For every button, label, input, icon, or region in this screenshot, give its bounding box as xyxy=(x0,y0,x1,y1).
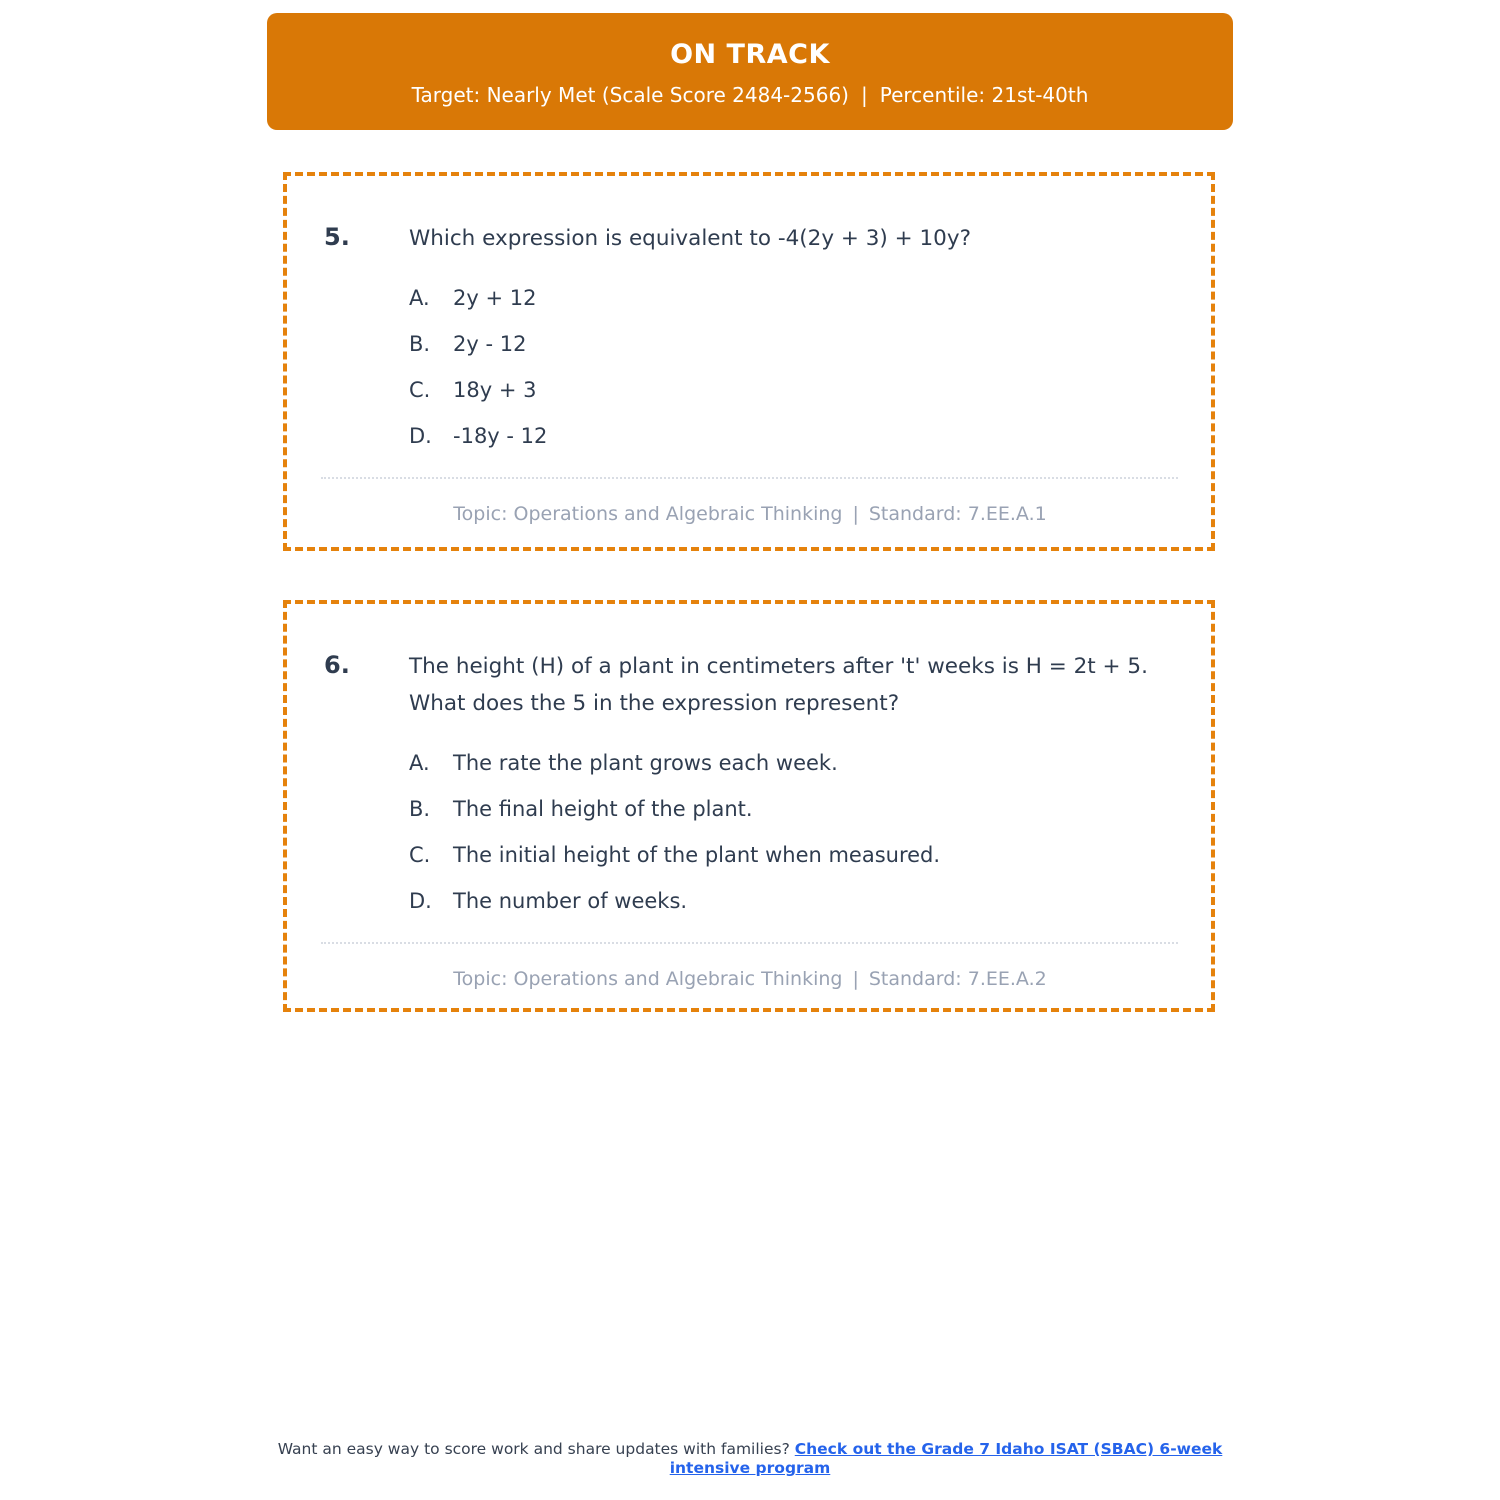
footer-prompt-text: Want an easy way to score work and share updates with families? xyxy=(277,1440,790,1458)
option-6b-text: The final height of the plant. xyxy=(453,797,753,821)
option-5c-text: 18y + 3 xyxy=(453,378,537,402)
question-5-options xyxy=(409,285,1176,449)
option-5d-letter: D. xyxy=(409,424,432,448)
card-6-divider xyxy=(321,942,1178,944)
option-6a-text: The rate the plant grows each week. xyxy=(453,751,838,775)
option-5a-text: 2y + 12 xyxy=(453,286,537,310)
question-card-6 xyxy=(283,600,1215,1012)
question-5-number: 5. xyxy=(324,223,350,251)
question-6-options xyxy=(409,750,1176,914)
footer-program-link[interactable]: Check out the Grade 7 Idaho ISAT (SBAC) 6-week intensive program xyxy=(669,1440,1223,1477)
option-6c xyxy=(409,842,1176,868)
option-5d-text: -18y - 12 xyxy=(453,424,548,448)
option-5b xyxy=(409,331,1176,357)
option-6d-text: The number of weeks. xyxy=(453,889,688,913)
question-6-number: 6. xyxy=(324,651,350,679)
question-5-text: Which expression is equivalent to -4(2y + 3) + 10y? xyxy=(409,226,971,251)
question-card-5 xyxy=(283,172,1215,551)
option-6b xyxy=(409,796,1176,822)
question-5-topic: Topic: Operations and Algebraic Thinking xyxy=(453,503,843,525)
card-5-divider xyxy=(321,477,1178,479)
banner-title: ON TRACK xyxy=(670,39,830,70)
question-5-meta-separator: | xyxy=(852,503,859,525)
option-6d-letter: D. xyxy=(409,889,432,913)
banner-separator: | xyxy=(860,83,868,107)
option-6d xyxy=(409,888,1176,914)
option-6a xyxy=(409,750,1176,776)
option-5c xyxy=(409,377,1176,403)
option-6c-letter: C. xyxy=(409,843,431,867)
question-6-meta xyxy=(324,968,1176,990)
option-5a-letter: A. xyxy=(409,286,430,310)
banner-percentile-text: Percentile: 21st-40th xyxy=(879,83,1089,107)
question-6-meta-separator: | xyxy=(852,968,859,990)
option-6a-letter: A. xyxy=(409,751,430,775)
question-5-row xyxy=(324,220,1176,257)
question-6-standard: Standard: 7.EE.A.2 xyxy=(868,968,1047,990)
option-6c-text: The initial height of the plant when measured. xyxy=(453,843,941,867)
option-5a xyxy=(409,285,1176,311)
question-5-meta xyxy=(324,503,1176,525)
question-6-row xyxy=(324,648,1176,722)
question-6-text: The height (H) of a plant in centimeters after 't' weeks is H = 2t + 5. What does the 5 in the expression represent? xyxy=(409,654,1148,716)
option-5c-letter: C. xyxy=(409,378,431,402)
question-5-standard: Standard: 7.EE.A.1 xyxy=(868,503,1047,525)
option-5b-letter: B. xyxy=(409,332,431,356)
question-6-topic: Topic: Operations and Algebraic Thinking xyxy=(453,968,843,990)
banner-subtitle xyxy=(267,83,1233,107)
option-6b-letter: B. xyxy=(409,797,431,821)
score-band-banner xyxy=(267,13,1233,130)
banner-target-text: Target: Nearly Met (Scale Score 2484-2566) xyxy=(411,83,849,107)
promo-footer xyxy=(270,1440,1230,1478)
option-5d xyxy=(409,423,1176,449)
option-5b-text: 2y - 12 xyxy=(453,332,527,356)
